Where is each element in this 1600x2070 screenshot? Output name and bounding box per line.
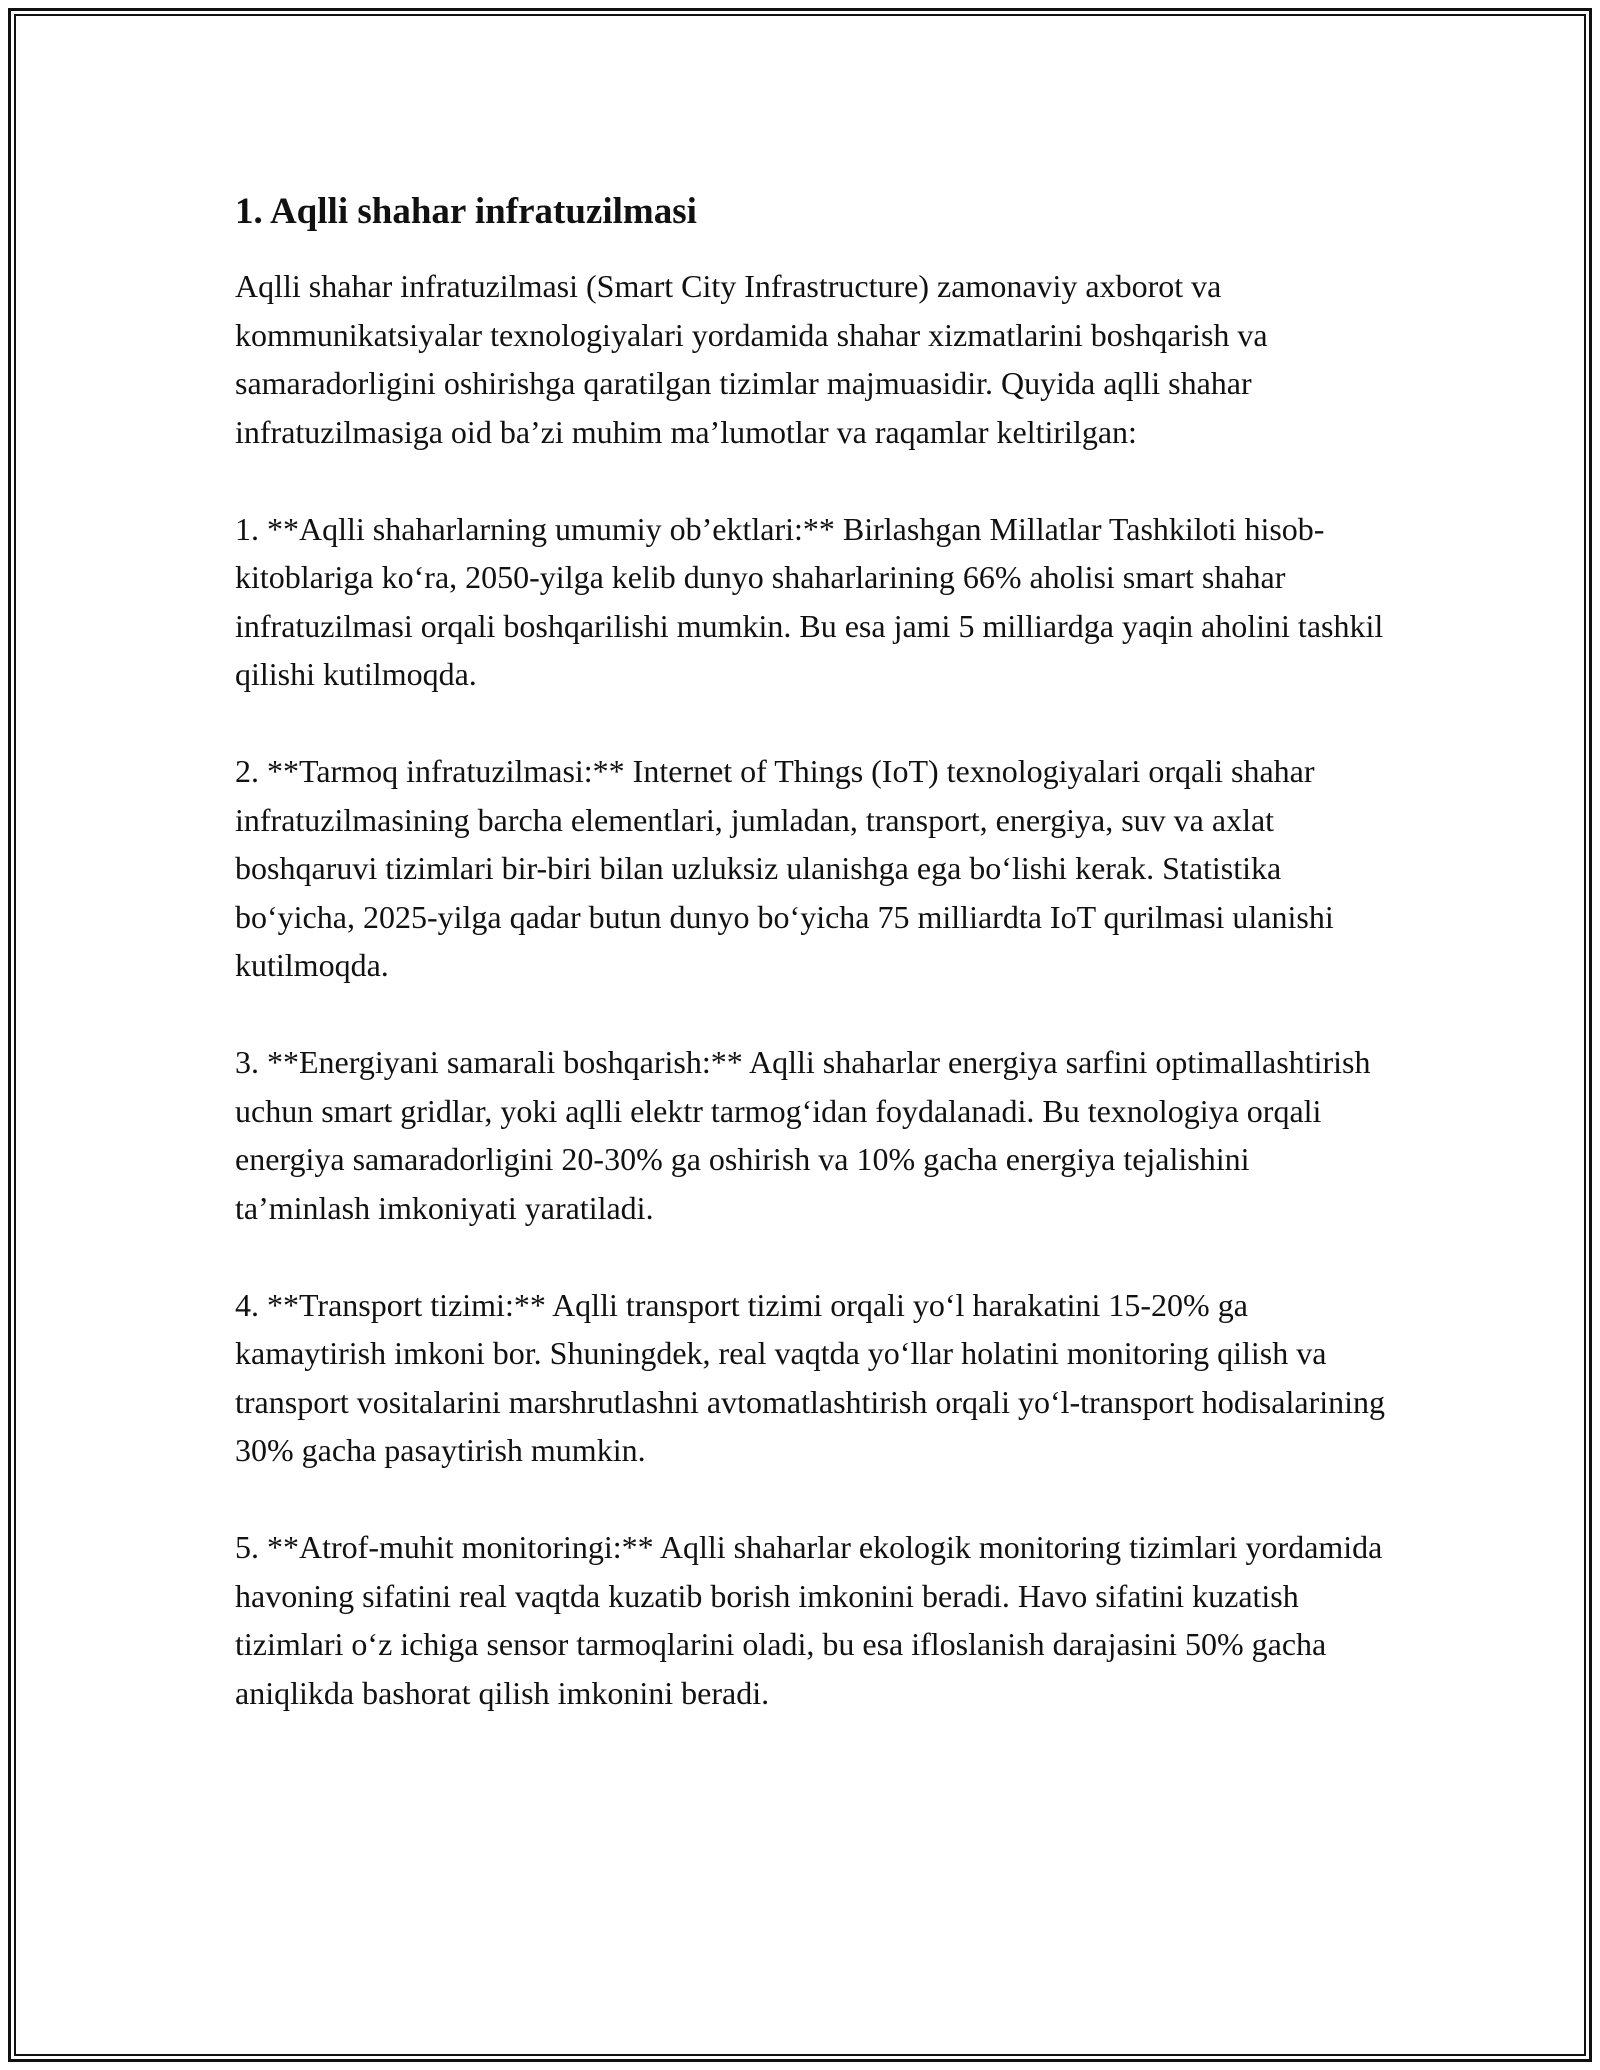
list-item-4: 4. **Transport tizimi:** Aqlli transport tizimi orqali yo‘l harakatini 15-20% ga kamaytirish imkoni bor. Shuningdek, real vaqtda yo‘llar holatini monitoring qilish va transport vositalarini marshrutlashni avtomatlashtirish orqali yo‘l-transport hodisalarining 30% gacha pasaytirish mumkin. [235, 1286, 1385, 1469]
list-item-1: 1. **Aqlli shaharlarning umumiy ob’ektlari:** Birlashgan Millatlar Tashkiloti hisob-kitoblariga ko‘ra, 2050-yilga kelib dunyo shaharlarining 66% aholisi smart shahar infratuzilmasi orqali boshqarilishi mumkin. Bu esa jami 5 milliardga yaqin aholini tashkil qilishi kutilmoqda. [235, 510, 1384, 693]
list-item-3: 3. **Energiyani samarali boshqarish:** Aqlli shaharlar energiya sarfini optimallashtirish uchun smart gridlar, yoki aqlli elektr tarmog‘idan foydalanadi. Bu texnologiya orqali energiya samaradorligini 20-30% ga oshirish va 10% gacha energiya tejalishini ta’minlash imkoniyati yaratiladi. [235, 1044, 1371, 1226]
intro-paragraph: Aqlli shahar infratuzilmasi (Smart City Infrastructure) zamonaviy axborot va kommunikatsiyalar texnologiyalari yordamida shahar xizmatlarini boshqarish va samaradorligini oshirishga qaratilgan tizimlar majmuasidir. Quyida aqlli shahar infratuzilmasiga oid ba’zi muhim ma’lumotlar va raqamlar keltirilgan: [235, 268, 1268, 450]
list-item-5: 5. **Atrof-muhit monitoringi:** Aqlli shaharlar ekologik monitoring tizimlari yordamida havoning sifatini real vaqtda kuzatib borish imkonini beradi. Havo sifatini kuzatish tizimlari o‘z ichiga sensor tarmoqlarini oladi, bu esa ifloslanish darajasini 50% gacha aniqlikda bashorat qilish imkonini beradi. [235, 1529, 1383, 1711]
list-item-2: 2. **Tarmoq infratuzilmasi:** Internet of Things (IoT) texnologiyalari orqali shahar infratuzilmasining barcha elementlari, jumladan, transport, energiya, suv va axlat boshqaruvi tizimlari bir-biri bilan uzluksiz ulanishga ega bo‘lishi kerak. Statistika bo‘yicha, 2025-yilga qadar butun dunyo bo‘yicha 75 milliardta IoT qurilmasi ulanishi kutilmoqda. [235, 753, 1334, 984]
document-title: 1. Aqlli shahar infratuzilmasi [235, 191, 697, 232]
document-body [235, 190, 1385, 1717]
